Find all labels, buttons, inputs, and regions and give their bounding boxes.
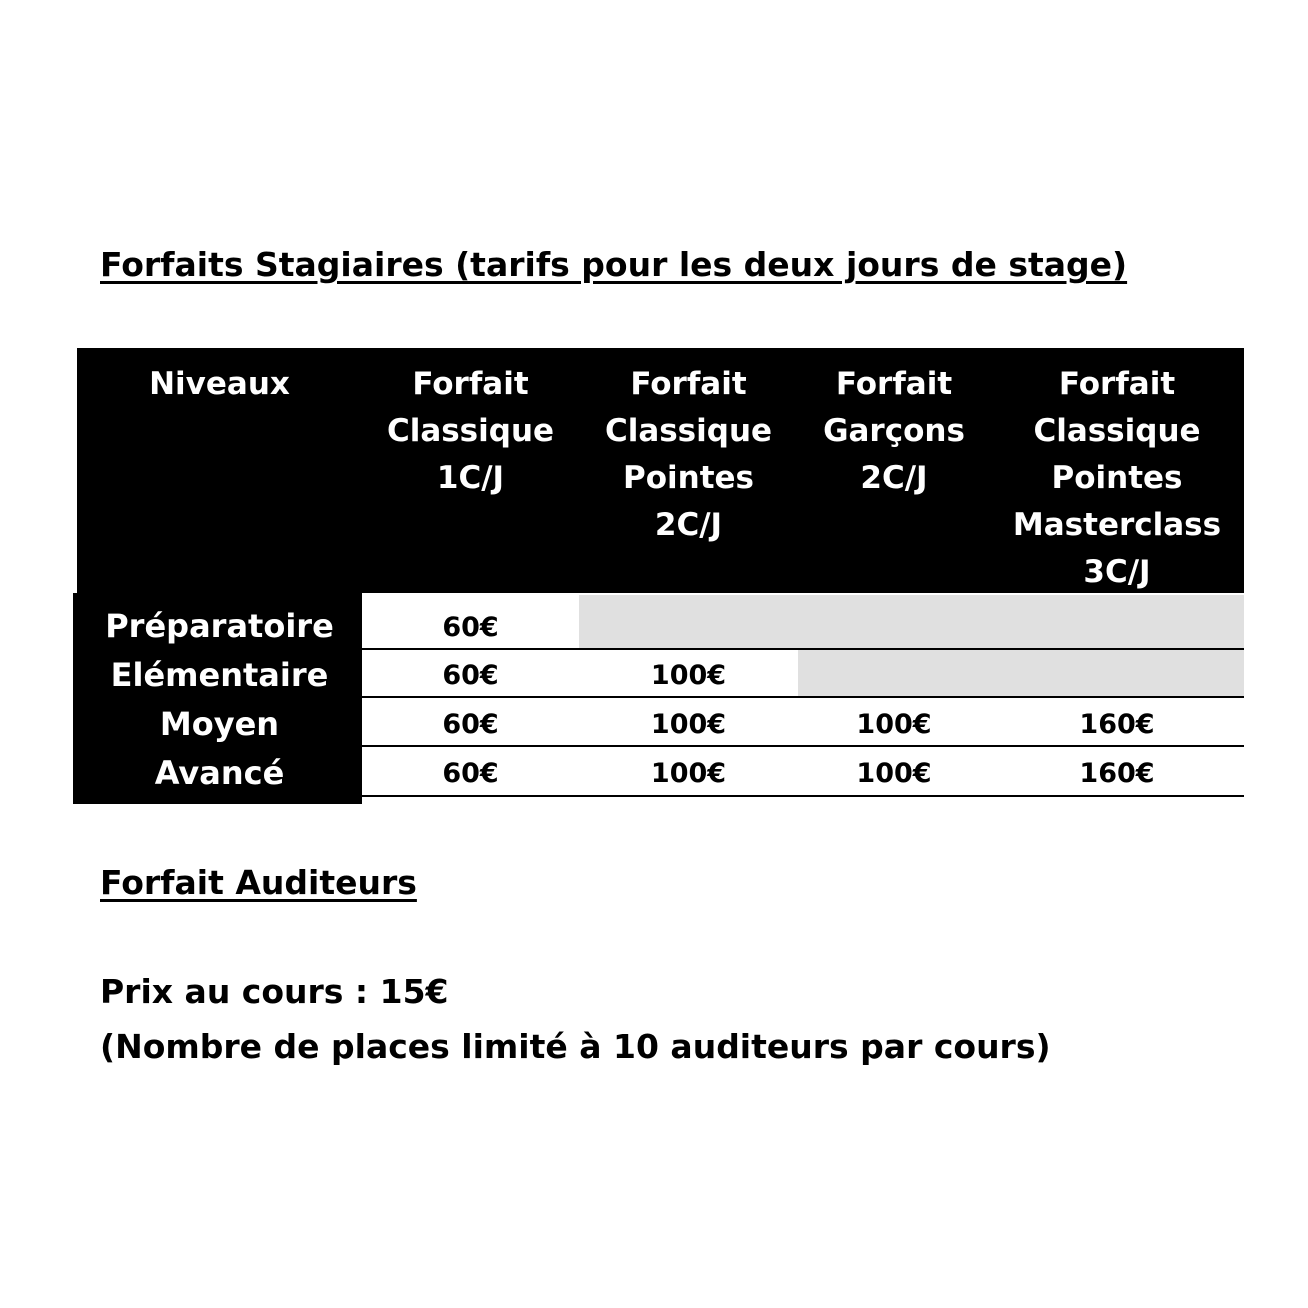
header-line: Forfait	[835, 366, 953, 402]
auditeurs-price: Prix au cours : 15€	[100, 972, 449, 1011]
header-line: 2C/J	[654, 507, 723, 543]
header-line: Garçons	[823, 413, 965, 449]
header-line: Classique	[386, 413, 555, 449]
level-label: Moyen	[159, 705, 280, 743]
header-forfait-classique-pointes	[579, 361, 798, 549]
header-forfait-masterclass	[990, 361, 1244, 596]
header-line: 3C/J	[1083, 554, 1151, 590]
auditeurs-note: (Nombre de places limité à 10 auditeurs par cours)	[100, 1027, 1051, 1066]
header-line: Classique	[604, 413, 773, 449]
header-line: Pointes	[1051, 460, 1183, 496]
price-cell: 60€	[442, 758, 499, 789]
unavailable-cell	[579, 595, 1244, 648]
price-cell: 100€	[650, 709, 727, 740]
header-line: Forfait	[412, 366, 529, 402]
header-forfait-classique	[362, 361, 579, 502]
header-line: Forfait	[1058, 366, 1176, 402]
price-cell: 100€	[856, 709, 932, 740]
header-line: Forfait	[630, 366, 747, 402]
header-line: Classique	[1033, 413, 1201, 449]
price-cell: 60€	[442, 660, 499, 691]
header-line: Pointes	[622, 460, 754, 496]
price-cell: 160€	[1079, 709, 1155, 740]
price-cell: 60€	[442, 709, 499, 740]
price-cell: 60€	[442, 612, 499, 643]
title-auditeurs: Forfait Auditeurs	[100, 863, 417, 902]
header-niveaux	[77, 361, 362, 408]
level-label: Elémentaire	[110, 656, 329, 694]
level-label: Préparatoire	[105, 607, 334, 645]
header-line: 1C/J	[436, 460, 505, 496]
header-line: Masterclass	[1012, 507, 1222, 543]
price-cell: 100€	[650, 758, 727, 789]
price-cell: 160€	[1079, 758, 1155, 789]
title-stagiaires: Forfaits Stagiaires (tarifs pour les deux jours de stage)	[100, 245, 1128, 284]
unavailable-cell	[798, 650, 1244, 696]
level-label: Avancé	[154, 754, 285, 792]
header-line: 2C/J	[860, 460, 928, 496]
price-cell: 100€	[856, 758, 932, 789]
header-forfait-garcons	[798, 361, 990, 502]
price-cell: 100€	[650, 660, 727, 691]
header-line: Niveaux	[149, 366, 290, 402]
